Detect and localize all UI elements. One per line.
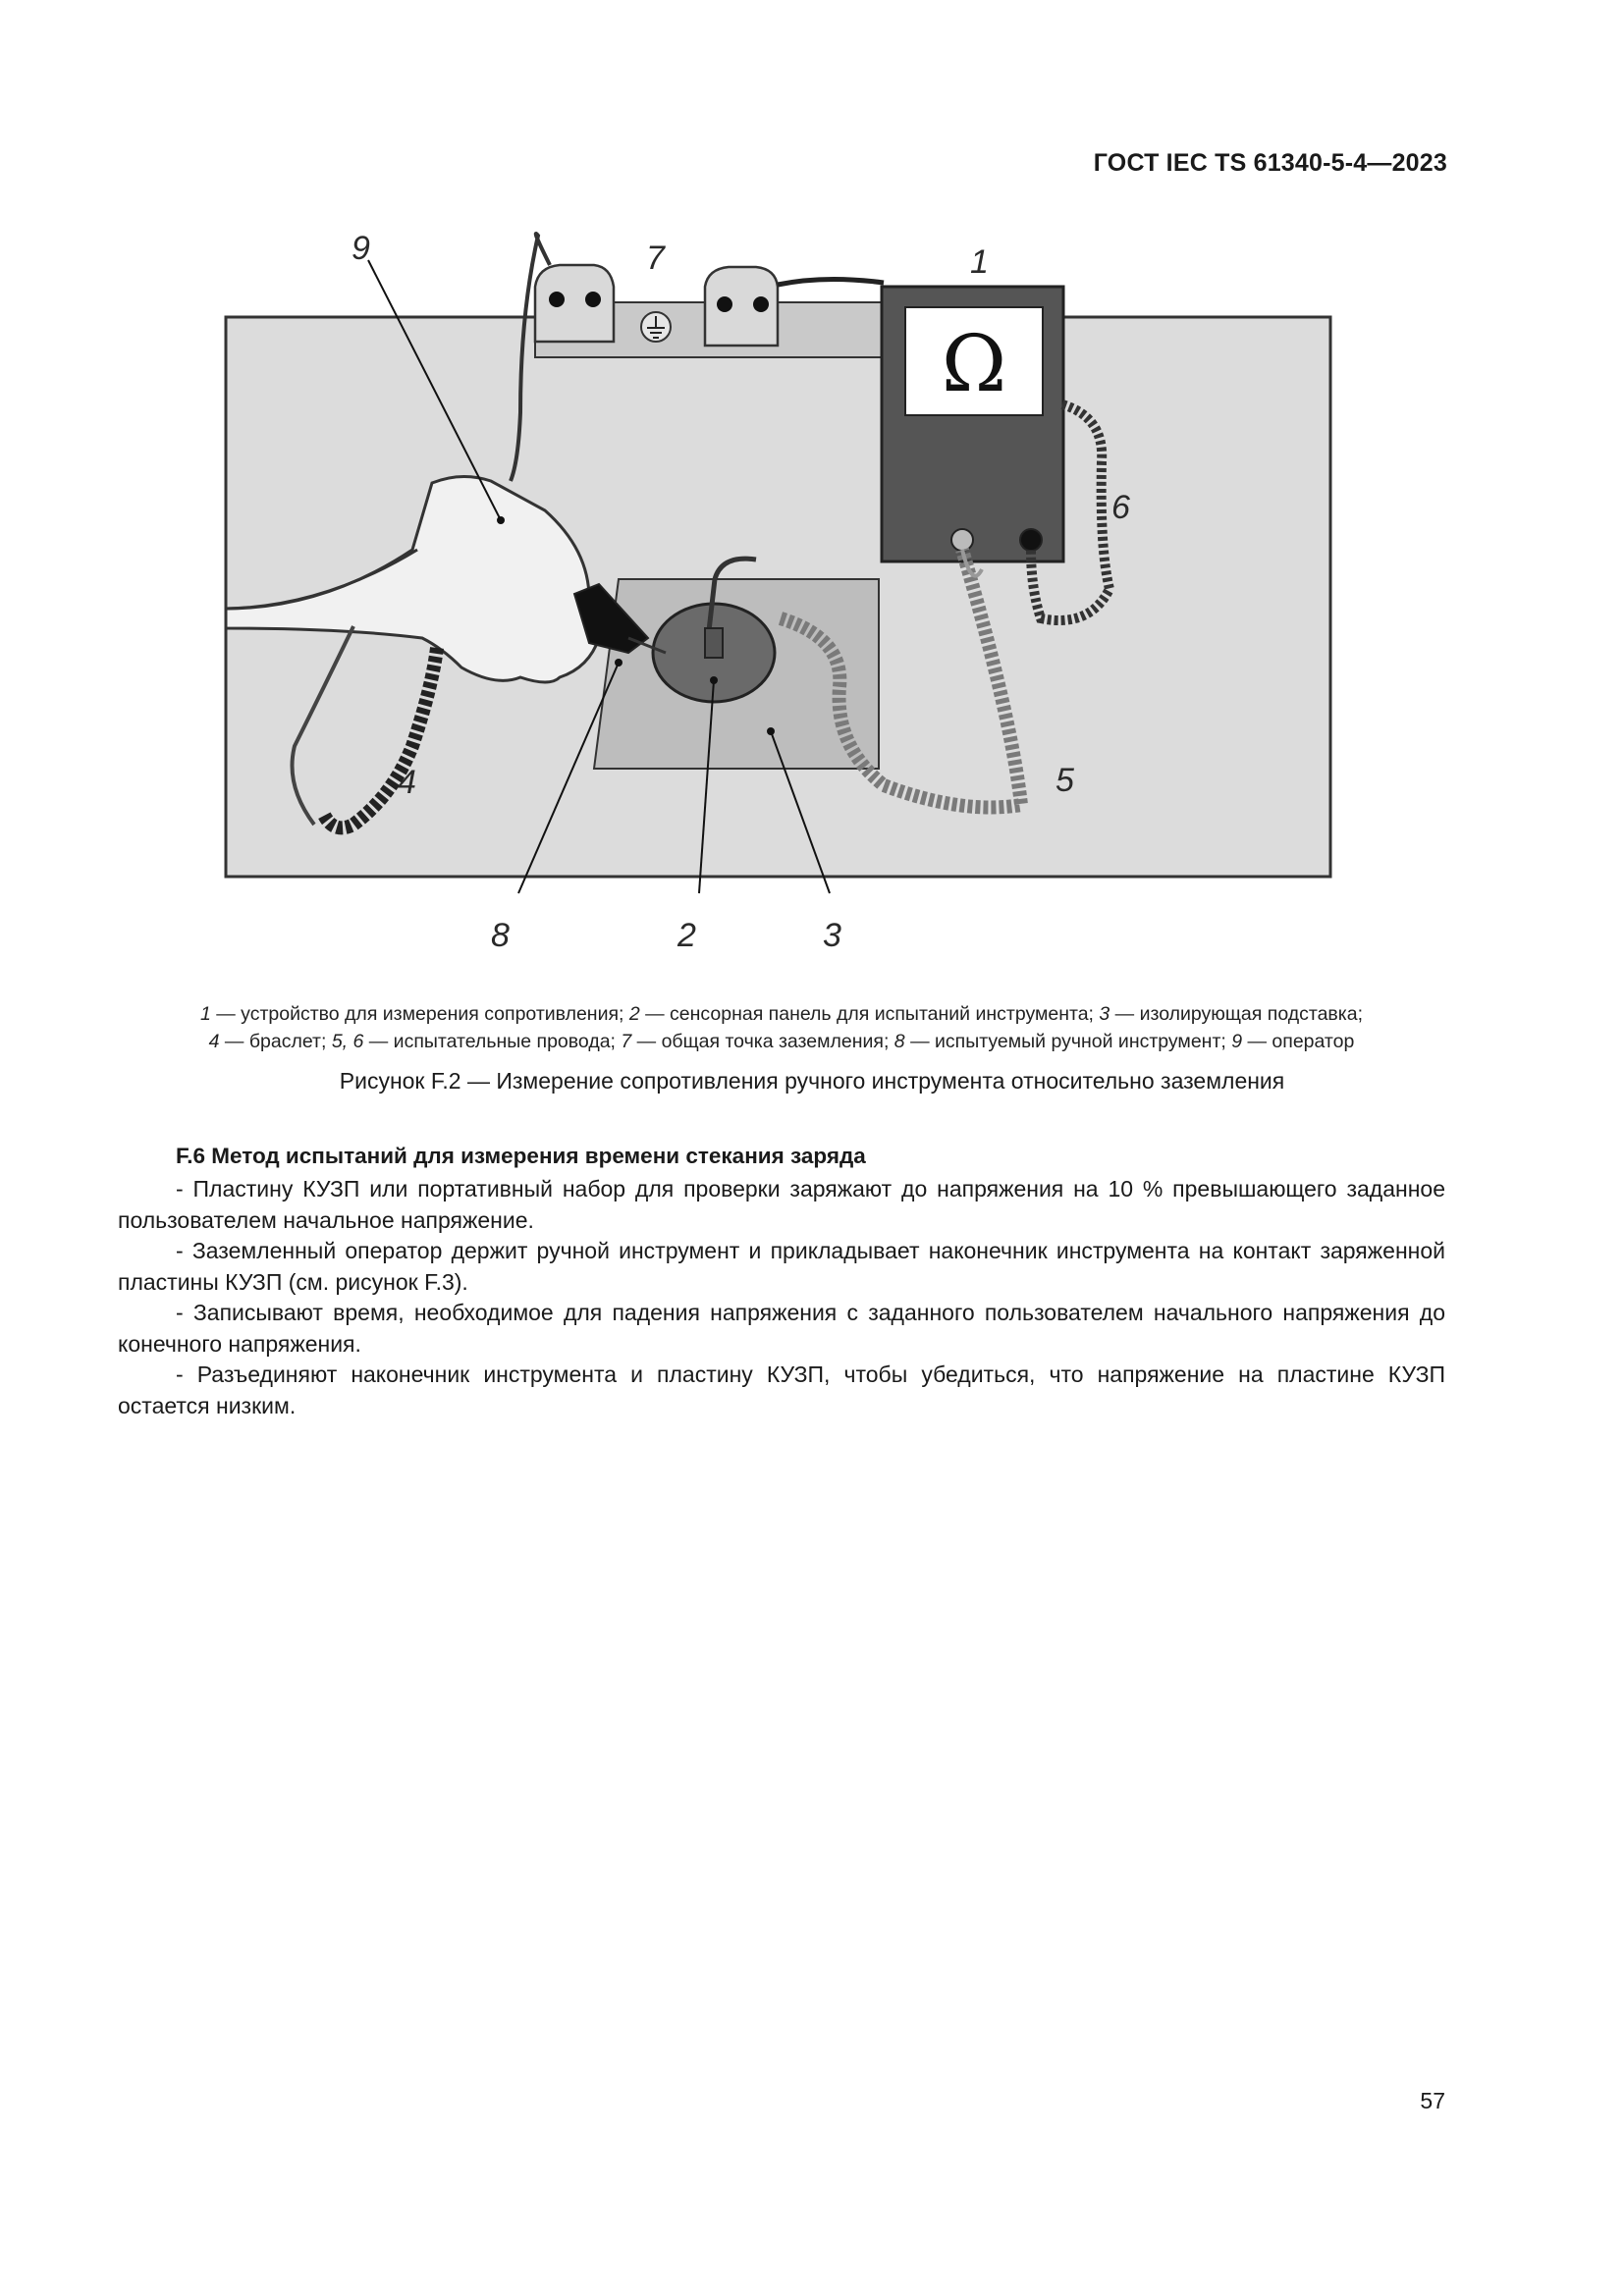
- figure-drawing: [0, 0, 1624, 982]
- paragraph: - Заземленный оператор держит ручной инструмент и прикладывает наконечник инструмента на контакт заряженной пластины КУЗП (см. рисунок F.3).: [118, 1238, 1445, 1295]
- resistance-meter: [882, 287, 1063, 561]
- callout-1: 1: [970, 243, 989, 281]
- callout-9: 9: [352, 230, 370, 267]
- ohm-symbol: Ω: [941, 318, 1007, 409]
- callout-2: 2: [677, 917, 696, 954]
- section-body: [118, 1174, 1445, 1421]
- section-title: F.6 Метод испытаний для измерения времени стекания заряда: [176, 1144, 866, 1168]
- legend-line-1: 1 — устройство для измерения сопротивления; 2 — сенсорная панель для испытаний инструмента; 3 — изолирующая подставка;: [199, 1003, 1363, 1025]
- callout-4: 4: [398, 764, 416, 801]
- callout-7: 7: [646, 240, 665, 277]
- document-header: ГОСТ IEC TS 61340-5-4—2023: [1093, 149, 1447, 177]
- callout-6: 6: [1111, 489, 1130, 526]
- paragraph: - Разъединяют наконечник инструмента и пластину КУЗП, чтобы убедиться, что напряжение на пластине КУЗП остается низким.: [118, 1362, 1445, 1418]
- ground-plug-left: [535, 265, 614, 342]
- page-number: 57: [1420, 2088, 1445, 2113]
- legend-line-2: 4 — браслет; 5, 6 — испытательные провода; 7 — общая точка заземления; 8 — испытуемый ручной инструмент; 9 — оператор: [208, 1031, 1355, 1052]
- paragraph: - Записывают время, необходимое для падения напряжения с заданного пользователем начального напряжения до конечного напряжения.: [118, 1300, 1445, 1357]
- figure-f2: [0, 0, 1624, 982]
- callout-3: 3: [823, 917, 841, 954]
- figure-legend: [118, 1000, 1445, 1055]
- figure-caption: Рисунок F.2 — Измерение сопротивления ручного инструмента относительно заземления: [339, 1068, 1285, 1094]
- paragraph: - Пластину КУЗП или портативный набор для проверки заряжают до напряжения на 10 % превышающего заданное пользователем начальное напряжение.: [118, 1176, 1445, 1233]
- callout-8: 8: [491, 917, 510, 954]
- ground-icon: [641, 312, 671, 342]
- ground-plug-right: [705, 267, 778, 346]
- callout-5: 5: [1056, 762, 1074, 799]
